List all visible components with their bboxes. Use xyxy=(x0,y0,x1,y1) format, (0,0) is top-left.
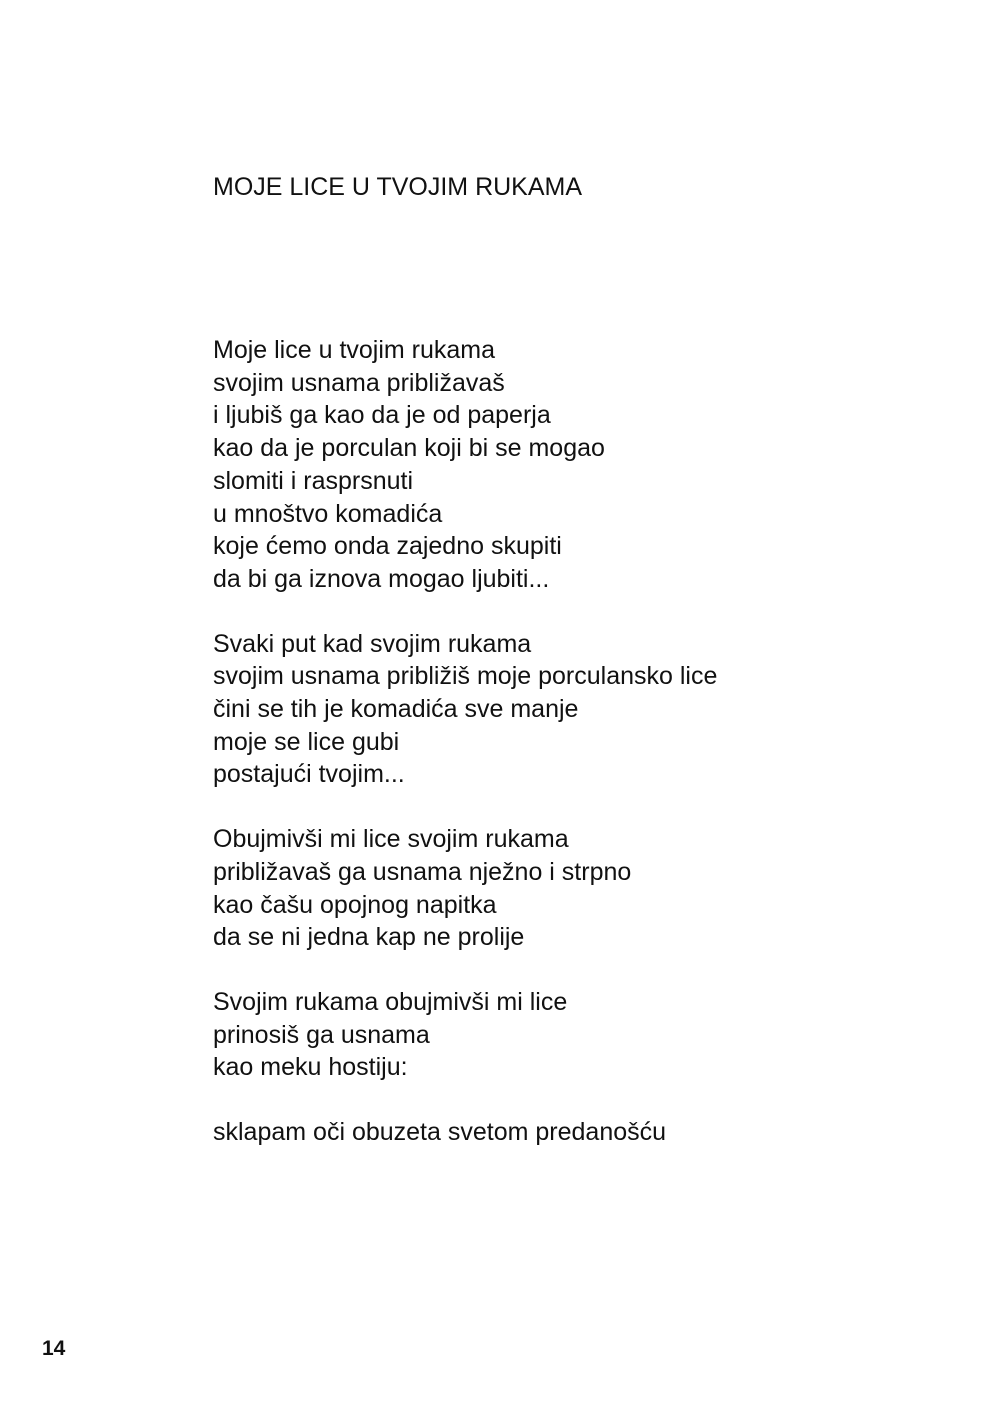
poem-line: da se ni jedna kap ne prolije xyxy=(213,923,525,952)
poem-line: prinosiš ga usnama xyxy=(213,1020,430,1049)
poem-body xyxy=(213,334,913,1181)
poem-line: koje ćemo onda zajedno skupiti xyxy=(213,532,562,561)
poem-line: slomiti i rasprsnuti xyxy=(213,466,414,495)
poem-line: Svojim rukama obujmivši mi lice xyxy=(213,987,568,1016)
poem-line: kao čašu opojnog napitka xyxy=(213,890,497,919)
poem-line: da bi ga iznova mogao ljubiti... xyxy=(213,564,550,593)
poem-line: kao meku hostiju: xyxy=(213,1053,408,1082)
stanza-4 xyxy=(213,986,913,1084)
poem-line: Moje lice u tvojim rukama xyxy=(213,336,496,364)
poem-line: Obujmivši mi lice svojim rukama xyxy=(213,825,569,854)
poem-line: Svaki put kad svojim rukama xyxy=(213,629,532,658)
stanza-5 xyxy=(213,1116,913,1149)
poem-line: i ljubiš ga kao da je od paperja xyxy=(213,401,551,430)
stanza-1 xyxy=(213,334,913,596)
stanza-3 xyxy=(213,823,913,954)
poem-line: postajući tvojim... xyxy=(213,760,405,789)
poem-title: MOJE LICE U TVOJIM RUKAMA xyxy=(213,173,583,201)
poem-line: svojim usnama približiš moje porculansko lice xyxy=(213,662,718,691)
poem-line: moje se lice gubi xyxy=(213,727,400,756)
poem-line: čini se tih je komadića sve manje xyxy=(213,695,579,724)
poem-line: svojim usnama približavaš xyxy=(213,368,505,397)
poem-line: kao da je porculan koji bi se mogao xyxy=(213,434,605,463)
stanza-2 xyxy=(213,628,913,792)
poem-line: približavaš ga usnama nježno i strpno xyxy=(213,857,632,886)
poem-line: u mnoštvo komadića xyxy=(213,499,443,528)
poem-line: sklapam oči obuzeta svetom predanošću xyxy=(213,1118,667,1147)
page-number: 14 xyxy=(42,1337,66,1360)
